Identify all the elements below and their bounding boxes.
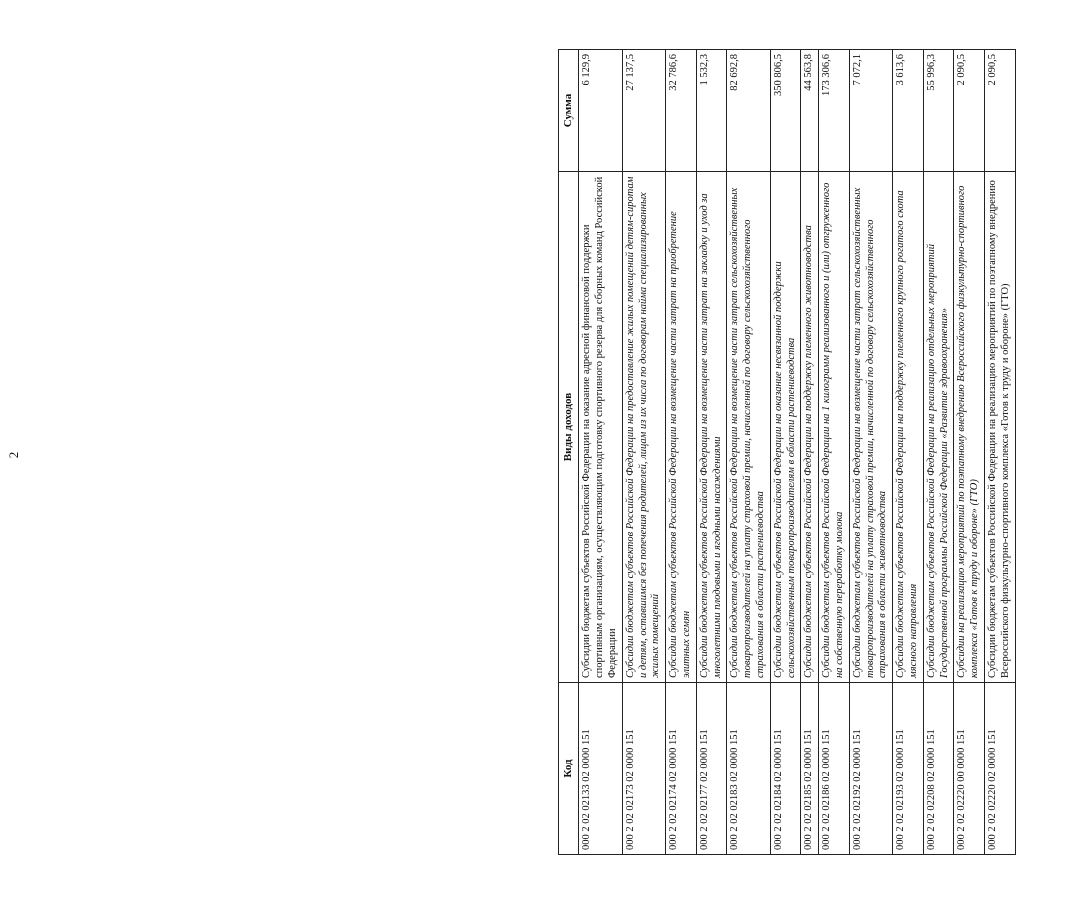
row-sum: 7 072,1 (849, 50, 892, 172)
row-code: 000 2 02 02185 02 0000 151 (801, 683, 819, 855)
row-sum: 32 786,6 (666, 50, 697, 172)
rotated-table-container (558, 50, 1068, 855)
row-sum: 2 090,5 (954, 50, 985, 172)
row-code: 000 2 02 02192 02 0000 151 (849, 683, 892, 855)
table-header-row (559, 50, 579, 855)
row-sum: 6 129,9 (579, 50, 622, 172)
table-row (819, 50, 850, 855)
row-sum: 1 532,3 (696, 50, 727, 172)
header-description: Виды доходов (559, 172, 579, 683)
table-row (579, 50, 622, 855)
row-description: Субсидии бюджетам субъектов Российской Федерации на оказание несвязанной поддержки сельскохозяйственным товаропроизводителям в области растениеводства (770, 172, 801, 683)
row-description: Субсидии бюджетам субъектов Российской Федерации на реализацию отдельных мероприятий Государственной программы Российской Федерации «Развитие здравоохранения» (923, 172, 954, 683)
table-row (696, 50, 727, 855)
table-row (954, 50, 985, 855)
row-sum: 3 613,6 (893, 50, 924, 172)
header-code: Код (559, 683, 579, 855)
row-code: 000 2 02 02193 02 0000 151 (893, 683, 924, 855)
row-code: 000 2 02 02220 02 0000 151 (984, 683, 1015, 855)
row-description: Субсидии бюджетам субъектов Российской Федерации на поддержку племенного животноводства (801, 172, 819, 683)
table-row (893, 50, 924, 855)
row-sum: 44 563,8 (801, 50, 819, 172)
table-body (579, 50, 1015, 855)
table-row (923, 50, 954, 855)
table-row (984, 50, 1015, 855)
row-code: 000 2 02 02173 02 0000 151 (622, 683, 665, 855)
row-code: 000 2 02 02208 02 0000 151 (923, 683, 954, 855)
row-description: Субсидии бюджетам субъектов Российской Федерации на оказание адресной финансовой поддержки спортивным организациям, осуществляющим подготовку спортивного резерва для сборных команд Российской Федерации (579, 172, 622, 683)
table-row (849, 50, 892, 855)
row-code: 000 2 02 02186 02 0000 151 (819, 683, 850, 855)
row-description: Субсидии бюджетам субъектов Российской Федерации на поддержку племенного крупного рогатого скота мясного направления (893, 172, 924, 683)
row-code: 000 2 02 02133 02 0000 151 (579, 683, 622, 855)
row-description: Субсидии бюджетам субъектов Российской Федерации на возмещение части затрат на приобретение элитных семян (666, 172, 697, 683)
header-sum: Сумма (559, 50, 579, 172)
row-code: 000 2 02 02177 02 0000 151 (696, 683, 727, 855)
row-sum: 55 996,3 (923, 50, 954, 172)
table-row (770, 50, 801, 855)
row-code: 000 2 02 02183 02 0000 151 (727, 683, 770, 855)
row-sum: 82 692,8 (727, 50, 770, 172)
row-description: Субсидии на реализацию мероприятий по поэтапному внедрению Всероссийского физкультурно-спортивного комплекса «Готов к труду и обороне» (ГТО) (954, 172, 985, 683)
row-code: 000 2 02 02174 02 0000 151 (666, 683, 697, 855)
table-row (622, 50, 665, 855)
table-row (801, 50, 819, 855)
revenue-table (558, 49, 1016, 855)
table-row (666, 50, 697, 855)
row-code: 000 2 02 02220 00 0000 151 (954, 683, 985, 855)
row-description: Субсидии бюджетам субъектов Российской Федерации на возмещение части затрат сельскохозяйственных товаропроизводителей на уплату страховой премии, начисленной по договору сельскохозяйственного страхования в области растениеводства (727, 172, 770, 683)
row-description: Субсидии бюджетам субъектов Российской Федерации на возмещение части затрат на закладку и уход за многолетними плодовыми и ягодными насаждениями (696, 172, 727, 683)
row-sum: 173 306,6 (819, 50, 850, 172)
table-row (727, 50, 770, 855)
row-description: Субсидии бюджетам субъектов Российской Федерации на 1 килограмм реализованного и (или) отгруженного на собственную переработку молока (819, 172, 850, 683)
row-sum: 350 806,5 (770, 50, 801, 172)
row-sum: 2 090,5 (984, 50, 1015, 172)
row-description: Субсидии бюджетам субъектов Российской Федерации на реализацию мероприятий по поэтапному внедрению Всероссийского физкультурно-спортивного комплекса «Готов к труду и обороне» (ГТО) (984, 172, 1015, 683)
row-sum: 27 137,5 (622, 50, 665, 172)
page-number: 2 (6, 451, 21, 459)
row-description: Субсидии бюджетам субъектов Российской Федерации на возмещение части затрат сельскохозяйственных товаропроизводителей на уплату страховой премии, начисленной по договору сельскохозяйственного страхования в области животноводства (849, 172, 892, 683)
row-code: 000 2 02 02184 02 0000 151 (770, 683, 801, 855)
row-description: Субсидии бюджетам субъектов Российской Федерации на предоставление жилых помещений детям-сиротам и детям, оставшимся без попечения родителей, лицам из их числа по договорам найма специализированных жилых помещений (622, 172, 665, 683)
